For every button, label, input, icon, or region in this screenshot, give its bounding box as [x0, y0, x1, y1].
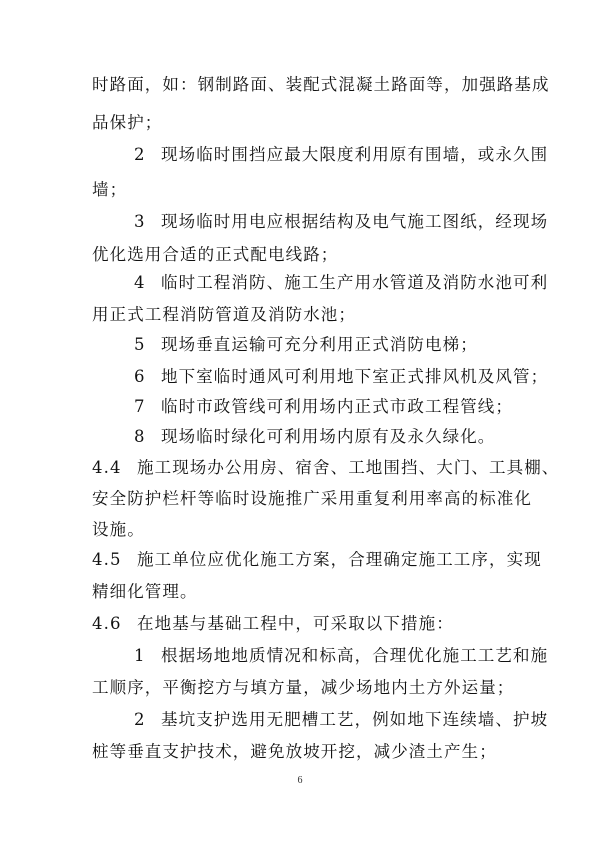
list-item: [134, 422, 600, 452]
page-number: 6: [297, 775, 303, 786]
list-item-number: 2: [134, 145, 146, 164]
list-item-text: 现场临时用电应根据结构及电气施工图纸，经现场: [161, 212, 549, 231]
list-item-number: 3: [134, 212, 146, 231]
list-item-text: 现场临时围挡应最大限度利用原有围墙，或永久围: [161, 145, 549, 164]
section-text: 施工单位应优化施工方案，合理确定施工工序，实现: [137, 550, 542, 569]
text-line: 安全防护栏杆等临时设施推广采用重复利用率高的标准化: [92, 489, 532, 508]
list-item-number: 4: [134, 273, 146, 292]
list-item-text: 基坑支护选用无肥槽工艺，例如地下连续墙、护坡: [161, 710, 549, 729]
text-line: 优化选用合适的正式配电线路；: [92, 245, 339, 264]
list-item-number: 8: [134, 427, 146, 446]
list-item-text: 地下室临时通风可利用地下室正式排风机及风管；: [161, 367, 549, 386]
list-item: [134, 268, 600, 298]
list-item: [134, 641, 600, 671]
list-item-number: 6: [134, 367, 146, 386]
list-item: [134, 207, 600, 237]
section-clause: [92, 609, 600, 639]
text-line: 墙；: [92, 180, 128, 199]
text-line: 用正式工程消防管道及消防水池；: [92, 305, 356, 324]
section-text: 施工现场办公用房、宿舍、工地围挡、大门、工具棚、: [137, 458, 560, 477]
list-item-number: 7: [134, 397, 146, 416]
list-item-number: 2: [134, 710, 146, 729]
text-line: 设施。: [92, 520, 145, 539]
list-item-number: 5: [134, 335, 146, 354]
list-item: [134, 392, 600, 422]
list-item-text: 现场临时绿化可利用场内原有及永久绿化。: [161, 427, 496, 446]
list-item-text: 临时市政管线可利用场内正式市政工程管线；: [161, 397, 513, 416]
list-item-number: 1: [134, 646, 146, 665]
list-item-text: 现场垂直运输可充分利用正式消防电梯；: [161, 335, 478, 354]
section-clause: [92, 545, 600, 575]
list-item: [134, 330, 600, 360]
text-line: 桩等垂直支护技术，避免放坡开挖，减少渣土产生；: [92, 742, 497, 761]
list-item-text: 临时工程消防、施工生产用水管道及消防水池可利: [161, 273, 549, 292]
list-item-text: 根据场地地质情况和标高，合理优化施工工艺和施: [161, 646, 549, 665]
list-item: [134, 362, 600, 392]
section-clause: [92, 453, 600, 483]
text-line: 品保护；: [92, 113, 163, 132]
section-number: 4.6: [92, 614, 122, 633]
list-item: [134, 705, 600, 735]
text-line: 精细化管理。: [92, 582, 198, 601]
section-number: 4.4: [92, 458, 122, 477]
section-number: 4.5: [92, 550, 122, 569]
text-line: 工顺序，平衡挖方与填方量，减少场地内土方外运量；: [92, 678, 515, 697]
text-line: 时路面，如：钢制路面、装配式混凝土路面等，加强路基成: [92, 75, 550, 94]
list-item: [134, 140, 600, 170]
section-text: 在地基与基础工程中，可采取以下措施：: [137, 614, 454, 633]
